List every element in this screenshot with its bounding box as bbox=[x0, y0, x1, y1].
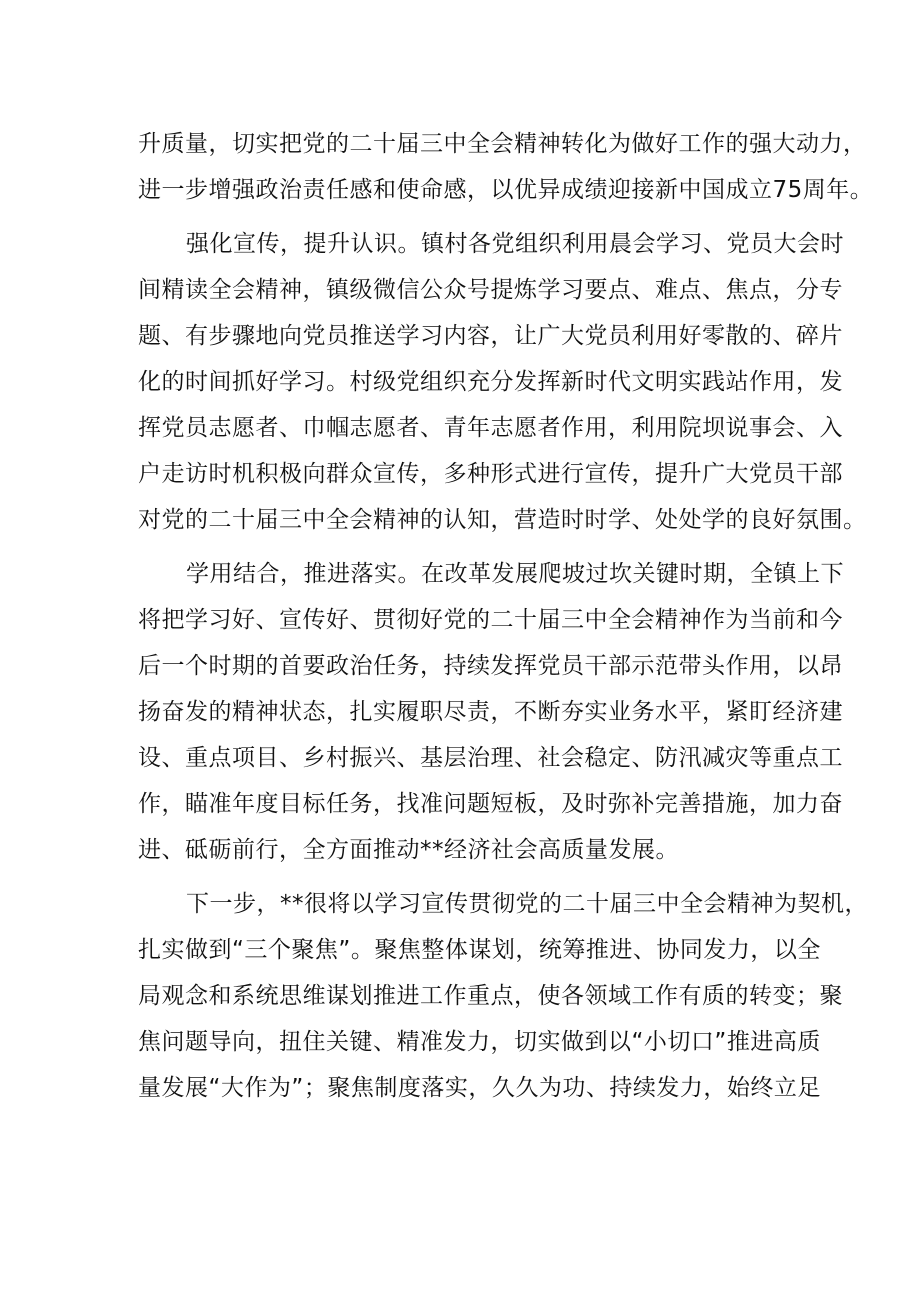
text-line: 进一步增强政治责任感和使命感，以优异成绩迎接新中国成立75周年。 bbox=[138, 177, 874, 203]
text-line: 局观念和系统思维谋划推进工作重点，使各领域工作有质的转变；聚 bbox=[138, 983, 843, 1009]
text-line: 扎实做到“三个聚焦”。聚焦整体谋划，统筹推进、协同发力，以全 bbox=[138, 937, 821, 963]
text-line: 扬奋发的精神状态，扎实履职尽责，不断夯实业务水平，紧盯经济建 bbox=[138, 699, 843, 725]
text-line: 作，瞄准年度目标任务，找准问题短板，及时弥补完善措施，加力奋 bbox=[138, 791, 843, 817]
text-line: 户走访时机积极向群众宣传，多种形式进行宣传，提升广大党员干部 bbox=[138, 461, 843, 487]
paragraph-start-line: 学用结合，推进落实。在改革发展爬坡过坎关键时期，全镇上下 bbox=[186, 561, 844, 587]
text-line: 将把学习好、宣传好、贯彻好党的二十届三中全会精神作为当前和今 bbox=[138, 607, 843, 633]
text-line: 后一个时期的首要政治任务，持续发挥党员干部示范带头作用，以昂 bbox=[138, 653, 843, 679]
paragraph-start-line: 下一步，**很将以学习宣传贯彻党的二十届三中全会精神为契机， bbox=[186, 891, 868, 917]
text-line: 量发展“大作为”；聚焦制度落实，久久为功、持续发力，始终立足 bbox=[138, 1075, 821, 1101]
text-line: 对党的二十届三中全会精神的认知，营造时时学、处处学的良好氛围。 bbox=[138, 507, 867, 533]
text-line: 进、砥砺前行，全方面推动**经济社会高质量发展。 bbox=[138, 837, 679, 863]
text-line: 间精读全会精神，镇级微信公众号提炼学习要点、难点、焦点，分专 bbox=[138, 277, 843, 303]
text-line: 设、重点项目、乡村振兴、基层治理、社会稳定、防汛减灾等重点工 bbox=[138, 745, 843, 771]
text-line: 化的时间抓好学习。村级党组织充分发挥新时代文明实践站作用，发 bbox=[138, 369, 843, 395]
text-line: 题、有步骤地向党员推送学习内容，让广大党员利用好零散的、碎片 bbox=[138, 323, 843, 349]
text-line: 升质量，切实把党的二十届三中全会精神转化为做好工作的强大动力， bbox=[138, 131, 867, 157]
text-line: 挥党员志愿者、巾帼志愿者、青年志愿者作用，利用院坝说事会、入 bbox=[138, 415, 843, 441]
text-line: 焦问题导向，扭住关键、精准发力，切实做到以“小切口”推进高质 bbox=[138, 1029, 821, 1055]
paragraph-start-line: 强化宣传，提升认识。镇村各党组织利用晨会学习、党员大会时 bbox=[186, 231, 844, 257]
